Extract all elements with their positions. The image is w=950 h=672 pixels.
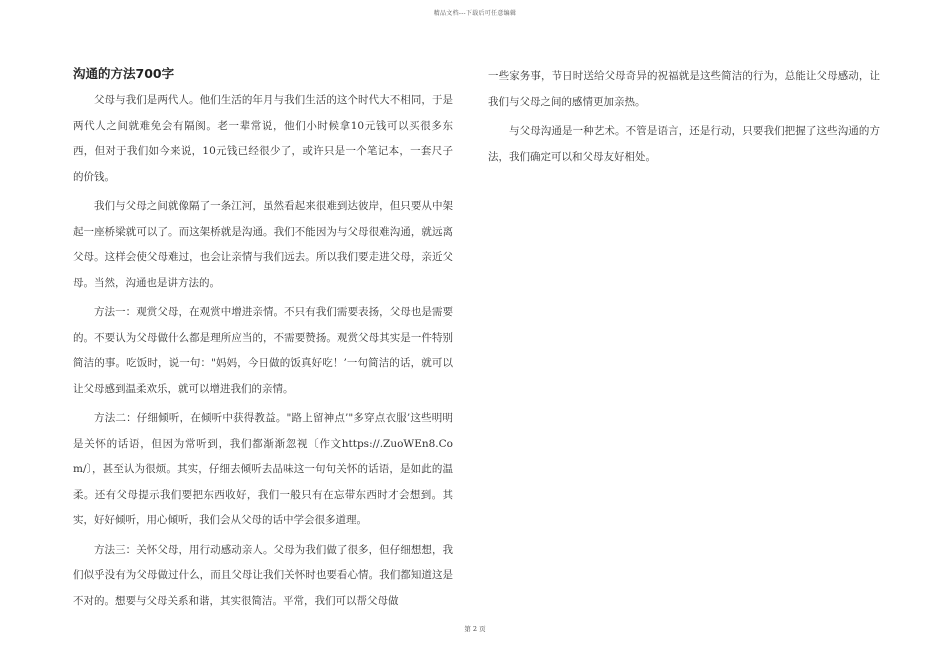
paragraph-bridge: 我们与父母之间就像隔了一条江河，虽然看起来很难到达彼岸，但只要从中架起一座桥梁就可以了。而这架桥就是沟通。我们不能因为与父母很难沟通，就远离父母。这样会使父母难过，也会让亲情与我们远去。所以我们要走进父母，亲近父母。当然，沟通也是讲方法的。 (73, 200, 453, 289)
paragraph-method-three: 方法三：关怀父母，用行动感动亲人。父母为我们做了很多，但仔细想想，我们似乎没有为父母做过什么，而且父母让我们关怀时也要看心情。我们都知道这是不对的。想要与父母关系和谐，其实很简洁。平常，我们可以帮父母做 (73, 543, 453, 607)
page-number: 第 2 页 (464, 625, 486, 633)
paragraph-method-two: 方法二：仔细倾听，在倾听中获得教益。"路上留神点’"多穿点衣服’这些明明是关怀的话语，但因为常听到，我们都渐渐忽视〔作文https://.ZuoWEn8.Com/〕，甚至认为很烦。其实，仔细去倾听去品味这一句句关怀的话语，是如此的温柔。还有父母提示我们要把东西收好，我们一般只有在忘带东西时才会想到。其实，好好倾听，用心倾听，我们会从父母的话中学会很多道理。 (73, 412, 453, 526)
left-column (73, 64, 453, 618)
paragraph-method-three-continued: 一些家务事，节日时送给父母奇异的祝福就是这些简洁的行为，总能让父母感动，让我们与父母之间的感情更加亲热。 (488, 70, 880, 108)
article-title: 沟通的方法700字 (73, 66, 175, 81)
paragraph-conclusion: 与父母沟通是一种艺术。不管是语言，还是行动，只要我们把握了这些沟通的方法，我们确定可以和父母友好相处。 (488, 125, 880, 163)
paragraph-method-one: 方法一：观赏父母，在观赏中增进亲情。不只有我们需要表扬，父母也是需要的。不要认为父母做什么都是理所应当的，不需要赞扬。观赏父母其实是一件特别简洁的事。吃饭时，说一句："妈妈，今日做的饭真好吃！’一句简洁的话，就可以让父母感到温柔欢乐，就可以增进我们的亲情。 (73, 306, 453, 395)
right-column (488, 64, 880, 174)
paragraph-intro: 父母与我们是两代人。他们生活的年月与我们生活的这个时代大不相同，于是两代人之间就难免会有隔阂。老一辈常说，他们小时候拿10元钱可以买很多东西，但对于我们如今来说，10元钱已经很少了，或许只是一个笔记本，一套尺子的价钱。 (73, 94, 453, 183)
page-header: 精品文档---下载后可任意编辑 (433, 10, 517, 17)
